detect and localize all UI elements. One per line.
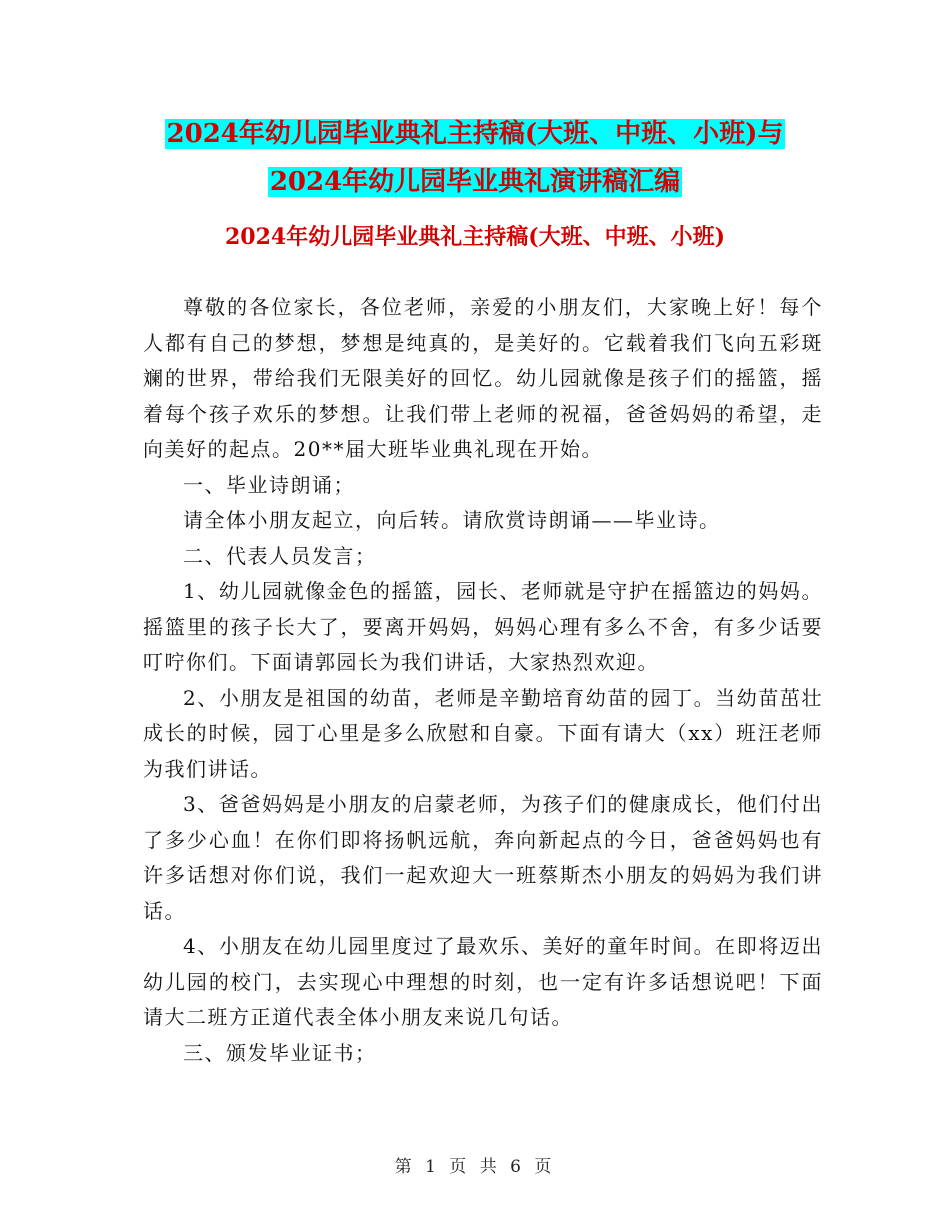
document-title-line-1 <box>0 110 950 158</box>
title-highlight-2: 2024年幼儿园毕业典礼演讲稿汇编 <box>269 167 681 197</box>
paragraph-heading-2: 二、代表人员发言； <box>183 543 377 568</box>
document-body <box>143 290 823 1071</box>
paragraph: 2、小朋友是祖国的幼苗，老师是辛勤培育幼苗的园丁。当幼苗茁壮成长的时候，园丁心里是多么欣慰和自豪。下面有请大（xx）班汪老师为我们讲话。 <box>143 685 823 781</box>
section-title: 2024年幼儿园毕业典礼主持稿(大班、中班、小班) <box>224 224 726 250</box>
title-highlight-1: 2024年幼儿园毕业典礼主持稿(大班、中班、小班)与 <box>166 119 784 149</box>
paragraph: 4、小朋友在幼儿园里度过了最欢乐、美好的童年时间。在即将迈出幼儿园的校门，去实现心中理想的时刻，也一定有许多话想说吧！下面请大二班方正道代表全体小朋友来说几句话。 <box>143 934 823 1029</box>
document-title <box>0 110 950 206</box>
paragraph: 3、爸爸妈妈是小朋友的启蒙老师，为孩子们的健康成长，他们付出了多少心血！在你们即将扬帆远航，奔向新起点的今日，爸爸妈妈也有许多话想对你们说，我们一起欢迎大一班蔡斯杰小朋友的妈妈为我们讲话。 <box>143 792 823 923</box>
paragraph-heading-1: 一、毕业诗朗诵； <box>183 472 355 497</box>
paragraph-heading-3: 三、颁发毕业证书； <box>183 1040 377 1065</box>
paragraph-intro: 尊敬的各位家长，各位老师，亲爱的小朋友们，大家晚上好！每个人都有自己的梦想，梦想是纯真的，是美好的。它载着我们飞向五彩斑斓的世界，带给我们无限美好的回忆。幼儿园就像是孩子们的摇篮，摇着每个孩子欢乐的梦想。让我们带上老师的祝福，爸爸妈妈的希望，走向美好的起点。20**届大班毕业典礼现在开始。 <box>143 295 823 461</box>
paragraph: 1、幼儿园就像金色的摇篮，园长、老师就是守护在摇篮边的妈妈。摇篮里的孩子长大了，要离开妈妈，妈妈心理有多么不舍，有多少话要叮咛你们。下面请郭园长为我们讲话，大家热烈欢迎。 <box>143 579 823 674</box>
document-title-line-2 <box>0 158 950 206</box>
page-footer: 第 1 页 共 6 页 <box>394 1157 556 1177</box>
paragraph: 请全体小朋友起立，向后转。请欣赏诗朗诵——毕业诗。 <box>183 508 721 532</box>
